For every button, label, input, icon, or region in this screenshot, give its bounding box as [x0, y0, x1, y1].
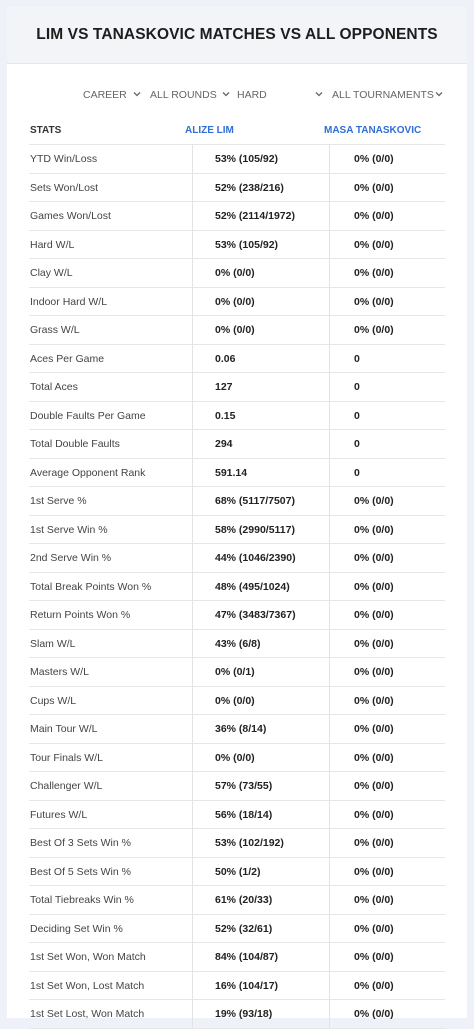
player1-cell — [192, 601, 330, 629]
player2-value: 0% (0/0) — [354, 295, 394, 308]
player1-value: 84% (104/87) — [215, 951, 279, 963]
table-row — [29, 972, 445, 1001]
player1-cell — [192, 516, 330, 544]
filter-bar — [7, 85, 467, 105]
table-row — [29, 516, 445, 545]
page-title: LIM VS TANASKOVIC MATCHES VS ALL OPPONENTS — [36, 26, 438, 43]
table-row — [29, 144, 445, 174]
player1-cell — [192, 772, 330, 800]
stat-label: Clay W/L — [30, 267, 73, 279]
player1-cell — [192, 658, 330, 686]
player2-value: 0% (0/0) — [354, 837, 394, 849]
player2-value: 0% (0/0) — [354, 637, 394, 650]
player1-value: 0% (0/1) — [215, 666, 255, 678]
player1-cell — [192, 630, 330, 658]
player1-value: 50% (1/2) — [215, 865, 261, 878]
player1-cell — [192, 1000, 330, 1028]
stat-label: Total Aces — [30, 381, 78, 393]
table-row — [29, 573, 445, 602]
player2-value: 0 — [354, 466, 360, 479]
stat-label: Games Won/Lost — [30, 210, 111, 222]
player2-value: 0% (0/0) — [354, 267, 394, 279]
table-row — [29, 687, 445, 716]
player2-value: 0% (0/0) — [354, 210, 394, 222]
stat-label: Return Points Won % — [30, 609, 131, 621]
table-row — [29, 402, 445, 431]
player1-cell — [192, 459, 330, 487]
stat-label: Total Double Faults — [30, 438, 120, 450]
filter-career-value: CAREER — [83, 89, 127, 101]
stat-label: Cups W/L — [30, 694, 77, 707]
player1-cell — [192, 915, 330, 943]
stats-column-header: STATS — [30, 125, 62, 136]
chevron-down-icon — [220, 88, 232, 100]
stat-label: Double Faults Per Game — [30, 409, 146, 422]
player1-value: 0% (0/0) — [215, 295, 255, 308]
table-row — [29, 544, 445, 573]
player2-value: 0% (0/0) — [354, 951, 394, 963]
player1-value: 0% (0/0) — [215, 694, 255, 707]
player2-value: 0% (0/0) — [354, 609, 394, 621]
table-row — [29, 202, 445, 231]
player1-value: 36% (8/14) — [215, 723, 267, 735]
player2-value: 0% (0/0) — [354, 865, 394, 878]
stat-label: Deciding Set Win % — [30, 922, 123, 935]
player1-cell — [192, 202, 330, 230]
player1-value: 47% (3483/7367) — [215, 609, 296, 621]
table-row — [29, 658, 445, 687]
stat-label: Hard W/L — [30, 238, 75, 251]
player2-value: 0% (0/0) — [354, 723, 394, 735]
player1-value: 0% (0/0) — [215, 751, 255, 764]
player2-value: 0 — [354, 352, 360, 365]
chevron-down-icon — [131, 88, 143, 100]
player2-value: 0% (0/0) — [354, 324, 394, 336]
stat-label: Total Tiebreaks Win % — [30, 894, 134, 906]
player1-value: 53% (105/92) — [215, 238, 279, 251]
player2-column-header[interactable]: MASA TANASKOVIC — [324, 125, 422, 136]
player1-cell — [192, 402, 330, 430]
stat-label: Indoor Hard W/L — [30, 295, 108, 308]
stat-label: Sets Won/Lost — [30, 181, 99, 194]
stats-table — [29, 144, 445, 1029]
player1-value: 19% (93/18) — [215, 1008, 273, 1020]
column-headers — [7, 120, 467, 140]
player1-cell — [192, 972, 330, 1000]
player1-value: 294 — [215, 438, 233, 450]
player2-value: 0 — [354, 381, 360, 393]
stat-label: 2nd Serve Win % — [30, 552, 112, 564]
stat-label: 1st Set Lost, Won Match — [30, 1008, 145, 1020]
player2-value: 0% (0/0) — [354, 979, 394, 992]
table-row — [29, 715, 445, 744]
player1-cell — [192, 174, 330, 202]
player1-column-header[interactable]: ALIZE LIM — [185, 125, 234, 136]
player1-cell — [192, 316, 330, 344]
stat-label: Slam W/L — [30, 637, 76, 650]
filter-tournaments-select[interactable] — [332, 85, 434, 105]
table-row — [29, 430, 445, 459]
player2-value: 0% (0/0) — [354, 495, 394, 507]
table-row — [29, 772, 445, 801]
player2-value: 0% (0/0) — [354, 580, 394, 593]
player1-value: 53% (102/192) — [215, 837, 284, 849]
table-row — [29, 487, 445, 516]
stat-label: 1st Set Won, Lost Match — [30, 979, 145, 992]
table-row — [29, 174, 445, 203]
stat-label: Main Tour W/L — [30, 723, 98, 735]
player2-value: 0% (0/0) — [354, 894, 394, 906]
player2-value: 0% (0/0) — [354, 808, 394, 821]
stat-label: Tour Finals W/L — [30, 751, 103, 764]
player2-value: 0% (0/0) — [354, 1008, 394, 1020]
player1-value: 0.15 — [215, 409, 236, 422]
stat-label: 1st Set Won, Won Match — [30, 951, 146, 963]
table-row — [29, 316, 445, 345]
player2-value: 0% (0/0) — [354, 238, 394, 251]
stat-label: Futures W/L — [30, 808, 88, 821]
table-row — [29, 801, 445, 830]
player1-cell — [192, 886, 330, 914]
stat-label: 1st Serve % — [30, 495, 87, 507]
stat-label: Challenger W/L — [30, 780, 103, 792]
player1-value: 56% (18/14) — [215, 808, 273, 821]
table-row — [29, 259, 445, 288]
player2-value: 0 — [354, 409, 360, 422]
player1-value: 52% (32/61) — [215, 922, 273, 935]
player1-value: 591.14 — [215, 466, 248, 479]
player2-value: 0% (0/0) — [354, 694, 394, 707]
player1-cell — [192, 829, 330, 857]
stat-label: Best Of 3 Sets Win % — [30, 837, 131, 849]
player2-value: 0% (0/0) — [354, 523, 394, 536]
player1-value: 52% (2114/1972) — [215, 210, 295, 222]
table-row — [29, 459, 445, 488]
table-row — [29, 345, 445, 374]
player1-cell — [192, 544, 330, 572]
player1-value: 61% (20/33) — [215, 894, 273, 906]
player1-value: 44% (1046/2390) — [215, 552, 296, 564]
player2-value: 0% (0/0) — [354, 922, 394, 935]
player1-cell — [192, 373, 330, 401]
table-row — [29, 886, 445, 915]
table-row — [29, 373, 445, 402]
table-row — [29, 915, 445, 944]
player2-value: 0 — [354, 438, 360, 450]
player2-value: 0% (0/0) — [354, 751, 394, 764]
player1-cell — [192, 288, 330, 316]
player1-value: 53% (105/92) — [215, 153, 279, 165]
player2-value: 0% (0/0) — [354, 666, 394, 678]
player1-value: 48% (495/1024) — [215, 580, 290, 593]
player1-value: 0% (0/0) — [215, 324, 255, 336]
stat-label: 1st Serve Win % — [30, 523, 108, 536]
table-row — [29, 288, 445, 317]
stats-card — [7, 7, 467, 1018]
player1-cell — [192, 430, 330, 458]
table-row — [29, 231, 445, 260]
table-row — [29, 630, 445, 659]
player1-cell — [192, 687, 330, 715]
player1-value: 43% (6/8) — [215, 637, 261, 650]
stat-label: Total Break Points Won % — [30, 580, 152, 593]
player1-value: 16% (104/17) — [215, 979, 279, 992]
filter-rounds-value: ALL ROUNDS — [150, 89, 217, 101]
table-row — [29, 601, 445, 630]
player1-value: 0% (0/0) — [215, 267, 255, 279]
table-row — [29, 1000, 445, 1029]
stat-label: Grass W/L — [30, 324, 80, 336]
table-row — [29, 829, 445, 858]
stat-label: Aces Per Game — [30, 352, 105, 365]
stat-label: Best Of 5 Sets Win % — [30, 865, 131, 878]
table-row — [29, 858, 445, 887]
player1-cell — [192, 145, 330, 173]
chevron-down-icon — [433, 88, 445, 100]
player1-value: 58% (2990/5117) — [215, 523, 295, 536]
player1-value: 127 — [215, 381, 233, 393]
player1-cell — [192, 715, 330, 743]
player2-value: 0% (0/0) — [354, 552, 394, 564]
player1-value: 57% (73/55) — [215, 780, 273, 792]
player1-value: 68% (5117/7507) — [215, 495, 295, 507]
player1-cell — [192, 744, 330, 772]
stat-label: YTD Win/Loss — [30, 153, 98, 165]
player1-value: 52% (238/216) — [215, 181, 284, 194]
chevron-down-icon — [313, 88, 325, 100]
player2-value: 0% (0/0) — [354, 181, 394, 194]
filter-tournaments-value: ALL TOURNAMENTS — [332, 89, 434, 101]
player1-cell — [192, 801, 330, 829]
filter-surface-value: HARD — [237, 89, 267, 101]
table-row — [29, 744, 445, 773]
player2-value: 0% (0/0) — [354, 780, 394, 792]
stat-label: Average Opponent Rank — [30, 466, 146, 479]
player2-value: 0% (0/0) — [354, 153, 394, 165]
player1-cell — [192, 943, 330, 971]
filter-rounds-select[interactable] — [150, 85, 217, 105]
player1-cell — [192, 345, 330, 373]
player1-cell — [192, 259, 330, 287]
table-row — [29, 943, 445, 972]
player1-cell — [192, 858, 330, 886]
player1-cell — [192, 487, 330, 515]
player1-value: 0.06 — [215, 352, 236, 365]
page-header — [7, 7, 467, 64]
filter-surface-select[interactable] — [237, 85, 267, 105]
player1-cell — [192, 573, 330, 601]
stat-label: Masters W/L — [30, 666, 89, 678]
player1-cell — [192, 231, 330, 259]
filter-career-select[interactable] — [83, 85, 127, 105]
